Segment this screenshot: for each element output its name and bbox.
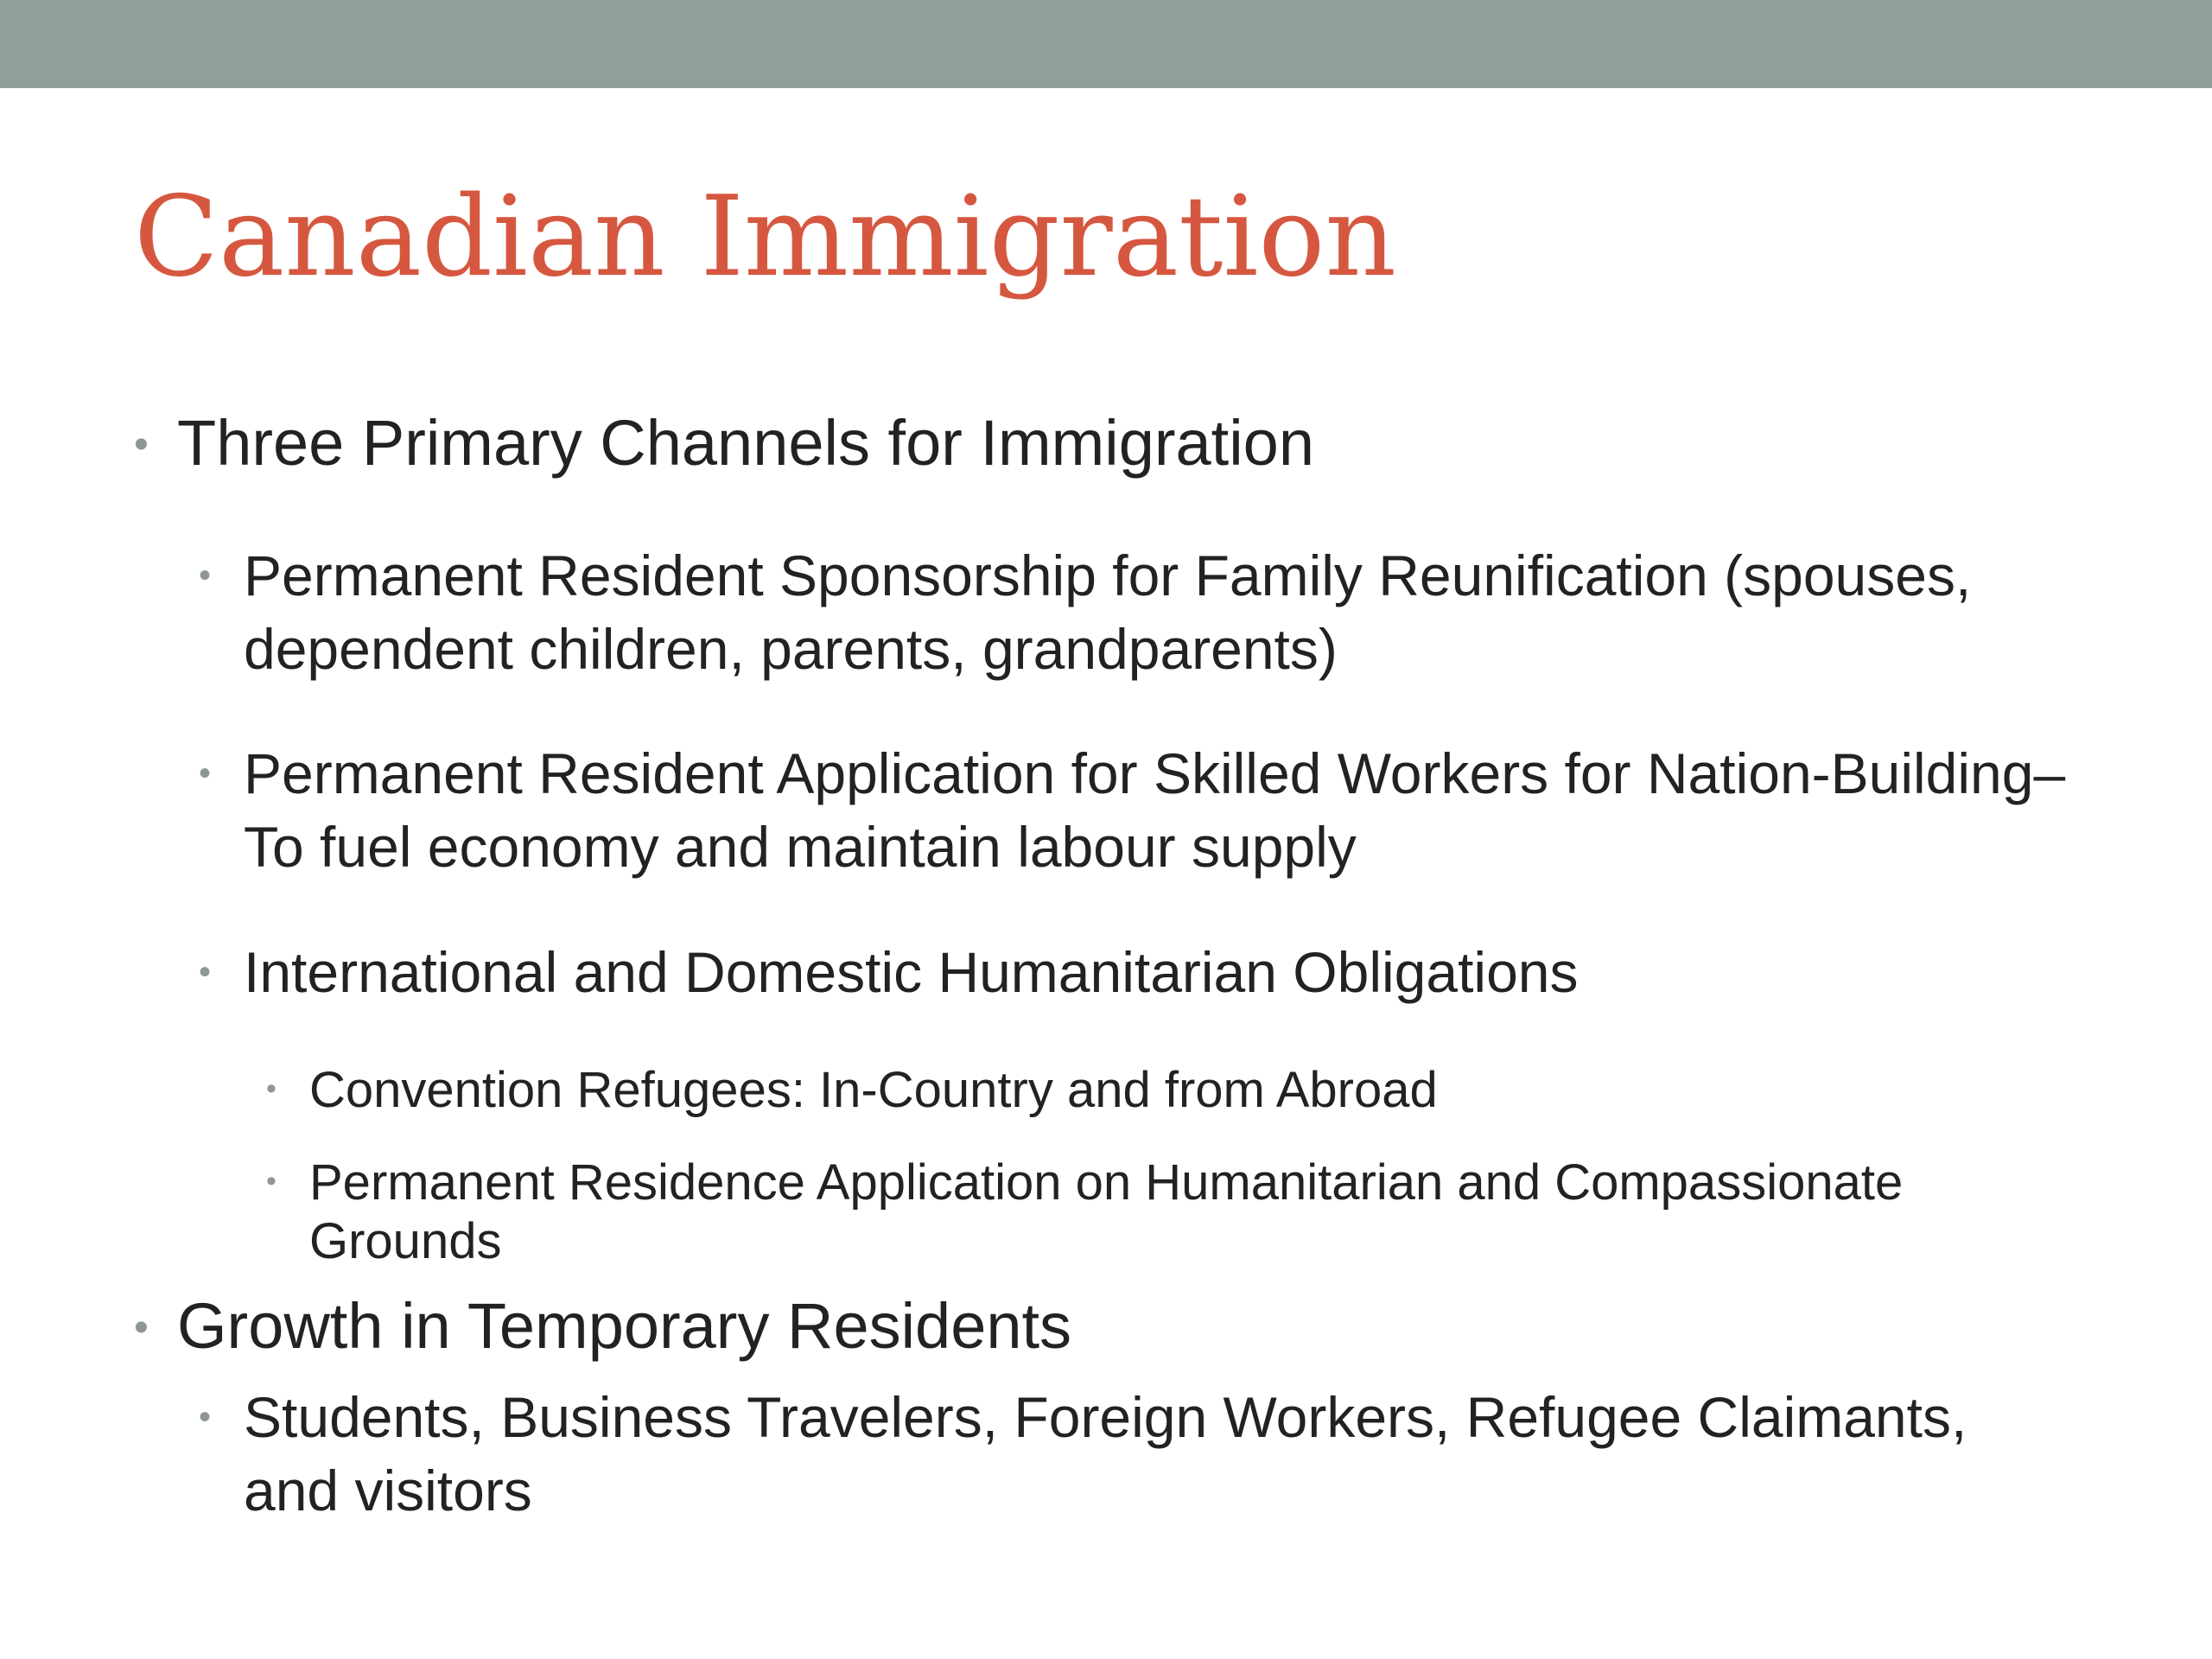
bullet-item — [199, 737, 2067, 884]
bullet-item — [199, 1381, 2058, 1528]
bullet-text: Three Primary Channels for Immigration — [177, 407, 1314, 479]
bullet-icon: • — [266, 1072, 276, 1105]
bullet-icon: • — [134, 422, 149, 467]
bullet-text: Permanent Resident Sponsorship for Family Reunification (spouses, dependent children, parents, grandparents) — [244, 543, 1972, 681]
bullet-text: Growth in Temporary Residents — [177, 1290, 1072, 1362]
bullet-icon: • — [199, 556, 212, 594]
top-accent-band — [0, 0, 2212, 88]
bullet-item — [199, 936, 2179, 1009]
bullet-text: Students, Business Travelers, Foreign Workers, Refugee Claimants, and visitors — [244, 1385, 1967, 1522]
bullet-text: Convention Refugees: In-Country and from Abroad — [309, 1062, 1438, 1118]
bullet-text: Permanent Resident Application for Skilled Workers for Nation-Building– To fuel economy and maintain labour supply — [244, 741, 2066, 879]
bullet-icon: • — [134, 1305, 149, 1351]
bullet-item — [134, 1289, 1071, 1363]
bullet-text: Permanent Residence Application on Humanitarian and Compassionate Grounds — [309, 1154, 1904, 1269]
bullet-item — [199, 539, 2127, 686]
bullet-text: International and Domestic Humanitarian Obligations — [244, 940, 1579, 1004]
bullet-icon: • — [199, 754, 212, 792]
bullet-item — [134, 406, 1314, 480]
bullet-icon: • — [199, 953, 212, 991]
bullet-item — [266, 1154, 2089, 1271]
bullet-icon: • — [266, 1165, 276, 1198]
bullet-item — [266, 1061, 2158, 1120]
bullet-icon: • — [199, 1398, 212, 1436]
slide-title: Canadian Immigration — [134, 173, 1396, 302]
